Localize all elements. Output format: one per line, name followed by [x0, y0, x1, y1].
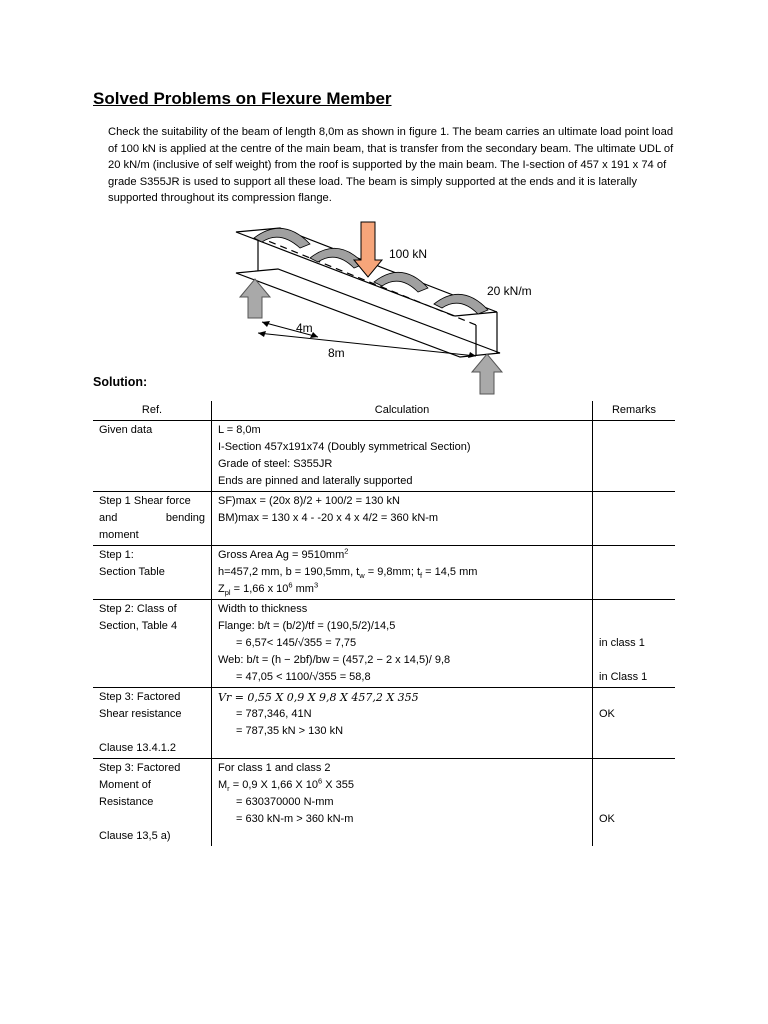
- calc-line: $M_r = 0,9$ X 1,66 X $10^6$ X 355: [218, 776, 355, 794]
- calc-line: = 787,346, 41N: [236, 708, 312, 720]
- solution-heading: Solution:: [93, 375, 148, 389]
- udl-label: 20 kN/m: [487, 284, 532, 298]
- remark-cell: in Class 1: [599, 671, 648, 683]
- problem-statement: Check the suitability of the beam of length 8,0m as shown in figure 1. The beam carries an ultimate load point load of 100 kN is applied at the centre of the main beam, that is transfer from the secondary beam. The ultimate UDL of 20 kN/m (inclusive of self weight) from the roof is supported by the main beam. The I-section of 457 x 191 x 74 of grade S355JR is used to support all these load. The beam is simply supported at the ends and it is laterally supported throughout its compression flange.: [108, 126, 674, 205]
- calc-line: L = 8,0m: [218, 424, 261, 436]
- table-row: [93, 492, 675, 546]
- ref-cell: Moment of: [99, 779, 151, 791]
- page-title: Solved Problems on Flexure Member: [93, 89, 392, 108]
- table-row: [93, 546, 675, 600]
- ref-cell: Step 1 Shear force: [99, 495, 191, 507]
- remark-cell: in class 1: [599, 637, 645, 649]
- calc-line: = 47,05 < 1100/√355 = 58,8: [236, 671, 371, 683]
- reaction-arrow-left: [240, 279, 270, 318]
- col-remarks-header: Remarks: [593, 401, 676, 421]
- calc-line: I-Section 457x191x74 (Doubly symmetrical Section): [218, 441, 471, 453]
- calc-line: Grade of steel: S355JR: [218, 458, 333, 470]
- ref-cell: moment: [99, 529, 139, 541]
- beam-figure: [0, 0, 768, 400]
- table-row: [93, 759, 675, 847]
- dimension-full-label: 8m: [328, 346, 345, 360]
- calc-line: Width to thickness: [218, 603, 308, 615]
- calc-line: = 787,35 kN > 130 kN: [236, 725, 344, 737]
- table-row: [93, 688, 675, 759]
- remark-cell: OK: [599, 708, 615, 720]
- point-load-arrow: [354, 222, 382, 277]
- calc-line: BM)max = 130 x 4 - -20 x 4 x 4/2 = 360 kN-m: [218, 512, 439, 524]
- ref-cell: Step 3: Factored: [99, 762, 181, 774]
- calc-line: Vr = 0,55 X 0,9 X 9,8 X 457,2 X 355: [218, 691, 419, 704]
- remark-cell: OK: [599, 813, 615, 825]
- ref-cell: Step 2: Class of: [99, 603, 177, 615]
- ref-cell: Given data: [99, 424, 153, 436]
- ref-cell: Clause 13,5 a): [99, 830, 171, 842]
- calc-line: For class 1 and class 2: [218, 762, 331, 774]
- reaction-arrow-right: [472, 354, 502, 394]
- col-ref-header: Ref.: [93, 401, 212, 421]
- calculation-table: [93, 401, 675, 846]
- col-calc-header: Calculation: [212, 401, 593, 421]
- table-header-row: [93, 401, 675, 421]
- table-row: [93, 600, 675, 688]
- ref-cell: Section, Table 4: [99, 620, 178, 632]
- ref-cell: Clause 13.4.1.2: [99, 742, 177, 754]
- calc-line: = 630370000 N-mm: [236, 796, 334, 808]
- point-load-label: 100 kN: [389, 247, 428, 261]
- ref-cell: Step 1:: [99, 549, 134, 561]
- ref-cell: and: [99, 512, 118, 524]
- calc-line: Web: b/t = (h − 2bf)/bw = (457,2 − 2 x 14,5)/ 9,8: [218, 654, 451, 666]
- table-row: [93, 421, 675, 492]
- calc-line: Ends are pinned and laterally supported: [218, 475, 413, 487]
- calc-line: = 6,57< 145/√355 = 7,75: [236, 637, 357, 649]
- dimension-half-label: 4m: [296, 321, 313, 335]
- ref-cell: Section Table: [99, 566, 165, 578]
- ref-cell: Shear resistance: [99, 708, 182, 720]
- calc-line: $Z_{pl} = 1,66$ x $10^6$ $mm^3$: [218, 580, 319, 598]
- ref-cell: bending: [165, 512, 205, 524]
- calc-line: SF)max = (20x 8)/2 + 100/2 = 130 kN: [218, 495, 400, 507]
- ref-cell: Resistance: [99, 796, 154, 808]
- calc-line: Gross Area $Ag = 9510mm^2$: [218, 546, 349, 561]
- calc-line: h=457,2 mm, b = 190,5mm, $t_w = 9,8mm$; $t_f = 14,5$ mm: [218, 566, 478, 581]
- ref-cell: Step 3: Factored: [99, 691, 181, 703]
- calc-line: = 630 kN-m > 360 kN-m: [236, 813, 354, 825]
- calc-line: Flange: b/t = (b/2)/tf = (190,5/2)/14,5: [218, 620, 396, 632]
